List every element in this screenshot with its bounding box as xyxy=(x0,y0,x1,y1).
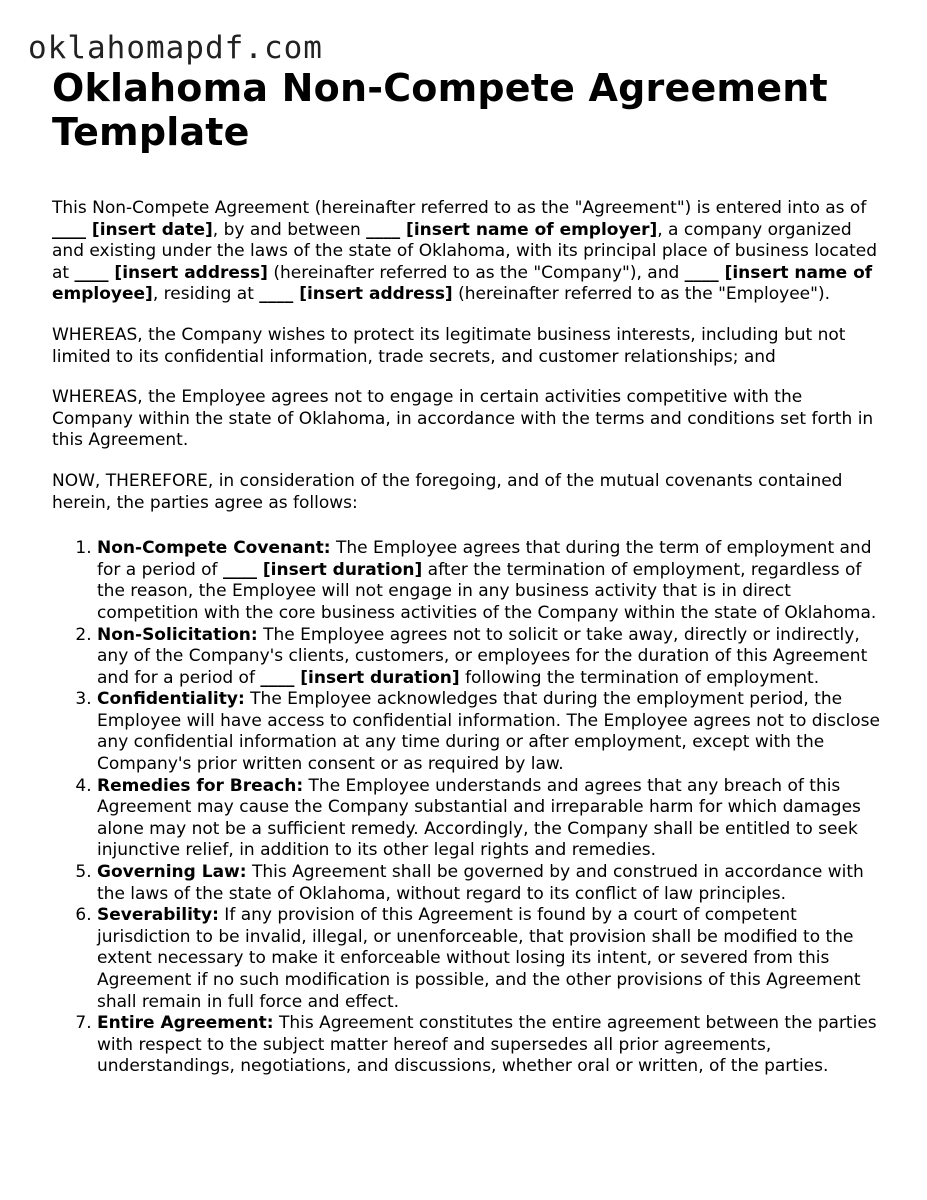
employee-address-field: ____ [insert address] xyxy=(259,284,453,305)
intro-text: (hereinafter referred to as the "Company"), and xyxy=(267,262,685,283)
clause-governing-law xyxy=(97,862,882,905)
site-watermark: oklahomapdf.com xyxy=(28,30,323,66)
clause-text: The Employee agrees that during the term of employment and for a period of xyxy=(97,538,872,580)
intro-text: (hereinafter referred to as the "Employee"). xyxy=(452,284,830,305)
clauses-list xyxy=(52,538,882,1078)
date-field: ____ [insert date] xyxy=(52,219,213,240)
employee-name-field: ____ [insert name of employee] xyxy=(52,262,873,305)
intro-paragraph xyxy=(52,198,882,306)
clause-text: The Employee acknowledges that during the employment period, the Employee will have access to confidential information. The Employee agrees not to disclose any confidential information at any time during or after employment, except with the Company's prior written consent or as required by law. xyxy=(97,689,880,775)
clause-entire-agreement xyxy=(97,1013,882,1078)
clause-text: after the termination of employment, regardless of the reason, the Employee will not engage in any business activity that is in direct competition with the core business activities of the Company within the state of Oklahoma. xyxy=(97,559,877,623)
intro-text: , a company organized and existing under the laws of the state of Oklahoma, with its principal place of business located at xyxy=(52,219,878,283)
clause-heading: Severability: xyxy=(97,905,219,926)
intro-text: , residing at xyxy=(152,284,260,305)
intro-text: This Non-Compete Agreement (hereinafter referred to as the "Agreement") is entered into as of xyxy=(52,198,867,218)
clause-text: The Employee understands and agrees that any breach of this Agreement may cause the Company substantial and irreparable harm for which damages alone may not be a sufficient remedy. Accordingly, the Company shall be entitled to seek injunctive relief, in addition to its other legal rights and remedies. xyxy=(97,775,861,861)
clause-heading: Governing Law: xyxy=(97,862,247,883)
clause-text: The Employee agrees not to solicit or take away, directly or indirectly, any of the Company's clients, customers, or employees for the duration of this Agreement and for a period of xyxy=(97,624,868,688)
document-body xyxy=(52,66,882,1078)
clause-text: If any provision of this Agreement is found by a court of competent jurisdiction to be invalid, illegal, or unenforceable, that provision shall be modified to the extent necessary to make it enforceable without losing its intent, or severed from this Agreement if no such modification is possible, and the other provisions of this Agreement shall remain in full force and effect. xyxy=(97,905,861,1012)
whereas-paragraph-2: WHEREAS, the Employee agrees not to engage in certain activities competitive with the Company within the state of Oklahoma, in accordance with the terms and conditions set forth in this Agreement. xyxy=(52,387,874,451)
clause-heading: Entire Agreement: xyxy=(97,1013,274,1034)
clause-heading: Non-Compete Covenant: xyxy=(97,538,331,559)
clause-text: This Agreement shall be governed by and construed in accordance with the laws of the state of Oklahoma, without regard to its conflict of law principles. xyxy=(97,862,864,904)
document-title: Oklahoma Non-Compete Agreement Template xyxy=(52,66,828,154)
now-therefore-paragraph: NOW, THEREFORE, in consideration of the foregoing, and of the mutual covenants contained herein, the parties agree as follows: xyxy=(52,470,843,513)
clause-heading: Non-Solicitation: xyxy=(97,624,258,645)
clause-heading: Confidentiality: xyxy=(97,689,245,710)
duration-field: ____ [insert duration] xyxy=(260,667,460,688)
employer-address-field: ____ [insert address] xyxy=(74,262,268,283)
employer-name-field: ____ [insert name of employer] xyxy=(366,219,658,240)
clause-heading: Remedies for Breach: xyxy=(97,775,304,796)
whereas-paragraph-1: WHEREAS, the Company wishes to protect its legitimate business interests, including but not limited to its confidential information, trade secrets, and customer relationships; and xyxy=(52,324,846,367)
clause-text: following the termination of employment. xyxy=(459,667,820,688)
clause-text: This Agreement constitutes the entire agreement between the parties with respect to the subject matter hereof and supersedes all prior agreements, understandings, negotiations, and discussions, whether oral or written, of the parties. xyxy=(97,1013,877,1077)
clause-non-compete xyxy=(97,538,882,624)
clause-non-solicitation xyxy=(97,625,882,690)
clause-confidentiality xyxy=(97,689,882,775)
intro-text: , by and between xyxy=(212,219,367,240)
duration-field: ____ [insert duration] xyxy=(222,559,423,580)
clause-severability xyxy=(97,905,882,1013)
clause-remedies xyxy=(97,776,882,862)
